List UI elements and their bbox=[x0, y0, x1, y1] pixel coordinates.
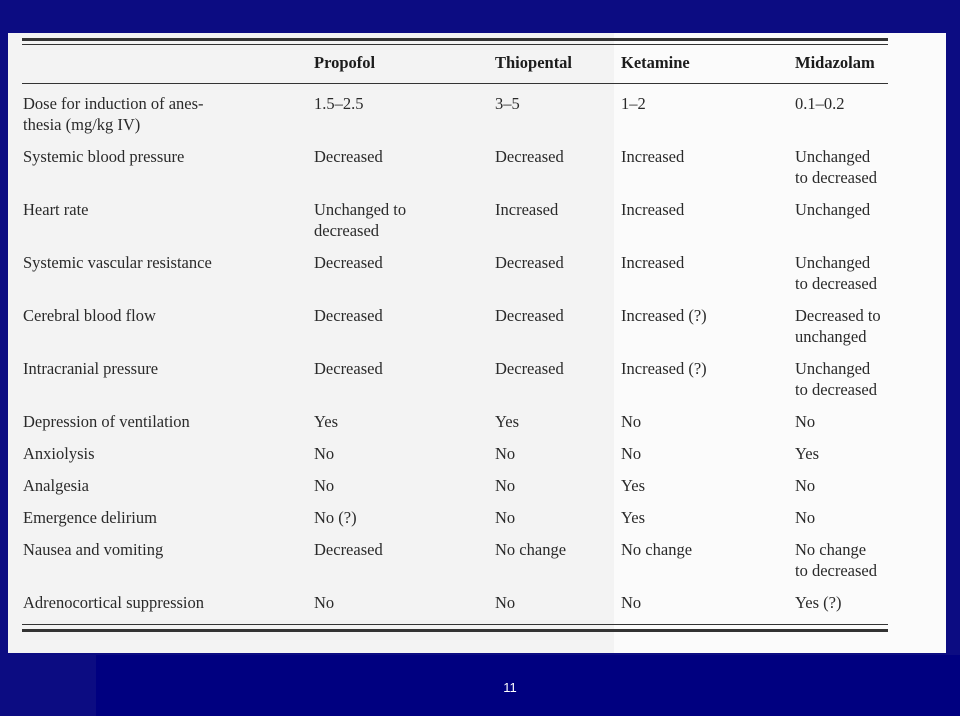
row-label: thesia (mg/kg IV) bbox=[23, 115, 141, 134]
table-cell: unchanged bbox=[795, 327, 867, 346]
header-rule bbox=[22, 83, 888, 84]
table-cell: Unchanged bbox=[795, 147, 871, 166]
table-cell: No bbox=[495, 508, 516, 527]
row-label: Heart rate bbox=[23, 200, 89, 219]
table-cell: Unchanged bbox=[795, 200, 871, 219]
table-cell: decreased bbox=[314, 221, 380, 240]
table-cell: Unchanged bbox=[795, 253, 871, 272]
table-cell: Decreased bbox=[495, 253, 564, 272]
table-cell: No bbox=[795, 476, 816, 495]
column-header: Ketamine bbox=[621, 53, 690, 72]
row-label: Adrenocortical suppression bbox=[23, 593, 204, 612]
row-label: Systemic blood pressure bbox=[23, 147, 185, 166]
table-cell: No bbox=[495, 593, 516, 612]
row-label: Cerebral blood flow bbox=[23, 306, 156, 325]
page-number: 11 bbox=[503, 680, 517, 695]
scanned-table-image bbox=[8, 33, 946, 653]
table-cell: 1.5–2.5 bbox=[314, 94, 364, 113]
table-cell: to decreased bbox=[795, 274, 877, 293]
table-cell: No bbox=[795, 412, 816, 431]
table-cell: Decreased bbox=[495, 147, 564, 166]
table-cell: Unchanged bbox=[795, 359, 871, 378]
table-cell: Yes bbox=[795, 444, 820, 463]
table-cell: No bbox=[314, 476, 335, 495]
table-cell: No (?) bbox=[314, 508, 357, 527]
row-label: Depression of ventilation bbox=[23, 412, 190, 431]
row-label: Emergence delirium bbox=[23, 508, 157, 527]
row-label: Systemic vascular resistance bbox=[23, 253, 212, 272]
row-label: Analgesia bbox=[23, 476, 89, 495]
row-label: Dose for induction of anes- bbox=[23, 94, 204, 113]
table-cell: 0.1–0.2 bbox=[795, 94, 845, 113]
table-cell: Yes (?) bbox=[795, 593, 842, 612]
table-cell: Yes bbox=[314, 412, 339, 431]
column-header: Thiopental bbox=[495, 53, 573, 72]
table-cell: to decreased bbox=[795, 168, 877, 187]
table-cell: Decreased bbox=[495, 306, 564, 325]
row-label: Intracranial pressure bbox=[23, 359, 159, 378]
table-cell: Yes bbox=[621, 508, 646, 527]
table-cell: No change bbox=[495, 540, 567, 559]
table-bottom-rule bbox=[22, 629, 888, 632]
table-cell: Increased bbox=[621, 253, 685, 272]
table-bottom-rule-thin bbox=[22, 624, 888, 625]
table-cell: Increased bbox=[495, 200, 559, 219]
table-cell: Yes bbox=[495, 412, 520, 431]
table-cell: to decreased bbox=[795, 380, 877, 399]
table-cell: No bbox=[795, 508, 816, 527]
table-cell: No bbox=[621, 444, 642, 463]
row-label: Anxiolysis bbox=[23, 444, 95, 463]
table-cell: Decreased to bbox=[795, 306, 881, 325]
table-cell: Yes bbox=[621, 476, 646, 495]
table-cell: No bbox=[621, 412, 642, 431]
table-cell: Increased bbox=[621, 147, 685, 166]
table-cell: Increased (?) bbox=[621, 306, 707, 325]
table-cell: Unchanged to bbox=[314, 200, 407, 219]
table-cell: Increased (?) bbox=[621, 359, 707, 378]
table-cell: Decreased bbox=[314, 540, 383, 559]
table-cell: Decreased bbox=[314, 253, 383, 272]
table-cell: No change bbox=[795, 540, 867, 559]
table-cell: No bbox=[495, 476, 516, 495]
table-top-rule-thin bbox=[22, 44, 888, 45]
table-cell: Decreased bbox=[314, 359, 383, 378]
table-cell: Decreased bbox=[314, 306, 383, 325]
column-header: Midazolam bbox=[795, 53, 875, 72]
table-cell: Increased bbox=[621, 200, 685, 219]
table-cell: Decreased bbox=[314, 147, 383, 166]
table-cell: No bbox=[495, 444, 516, 463]
table-cell: No change bbox=[621, 540, 693, 559]
table-cell: 3–5 bbox=[495, 94, 520, 113]
table-cell: Decreased bbox=[495, 359, 564, 378]
scan-right-panel bbox=[614, 33, 946, 653]
table-cell: to decreased bbox=[795, 561, 877, 580]
column-header: Propofol bbox=[314, 53, 376, 72]
table-cell: No bbox=[314, 593, 335, 612]
table-top-rule bbox=[22, 38, 888, 41]
row-label: Nausea and vomiting bbox=[23, 540, 164, 559]
table-cell: No bbox=[621, 593, 642, 612]
table-cell: No bbox=[314, 444, 335, 463]
table-cell: 1–2 bbox=[621, 94, 646, 113]
